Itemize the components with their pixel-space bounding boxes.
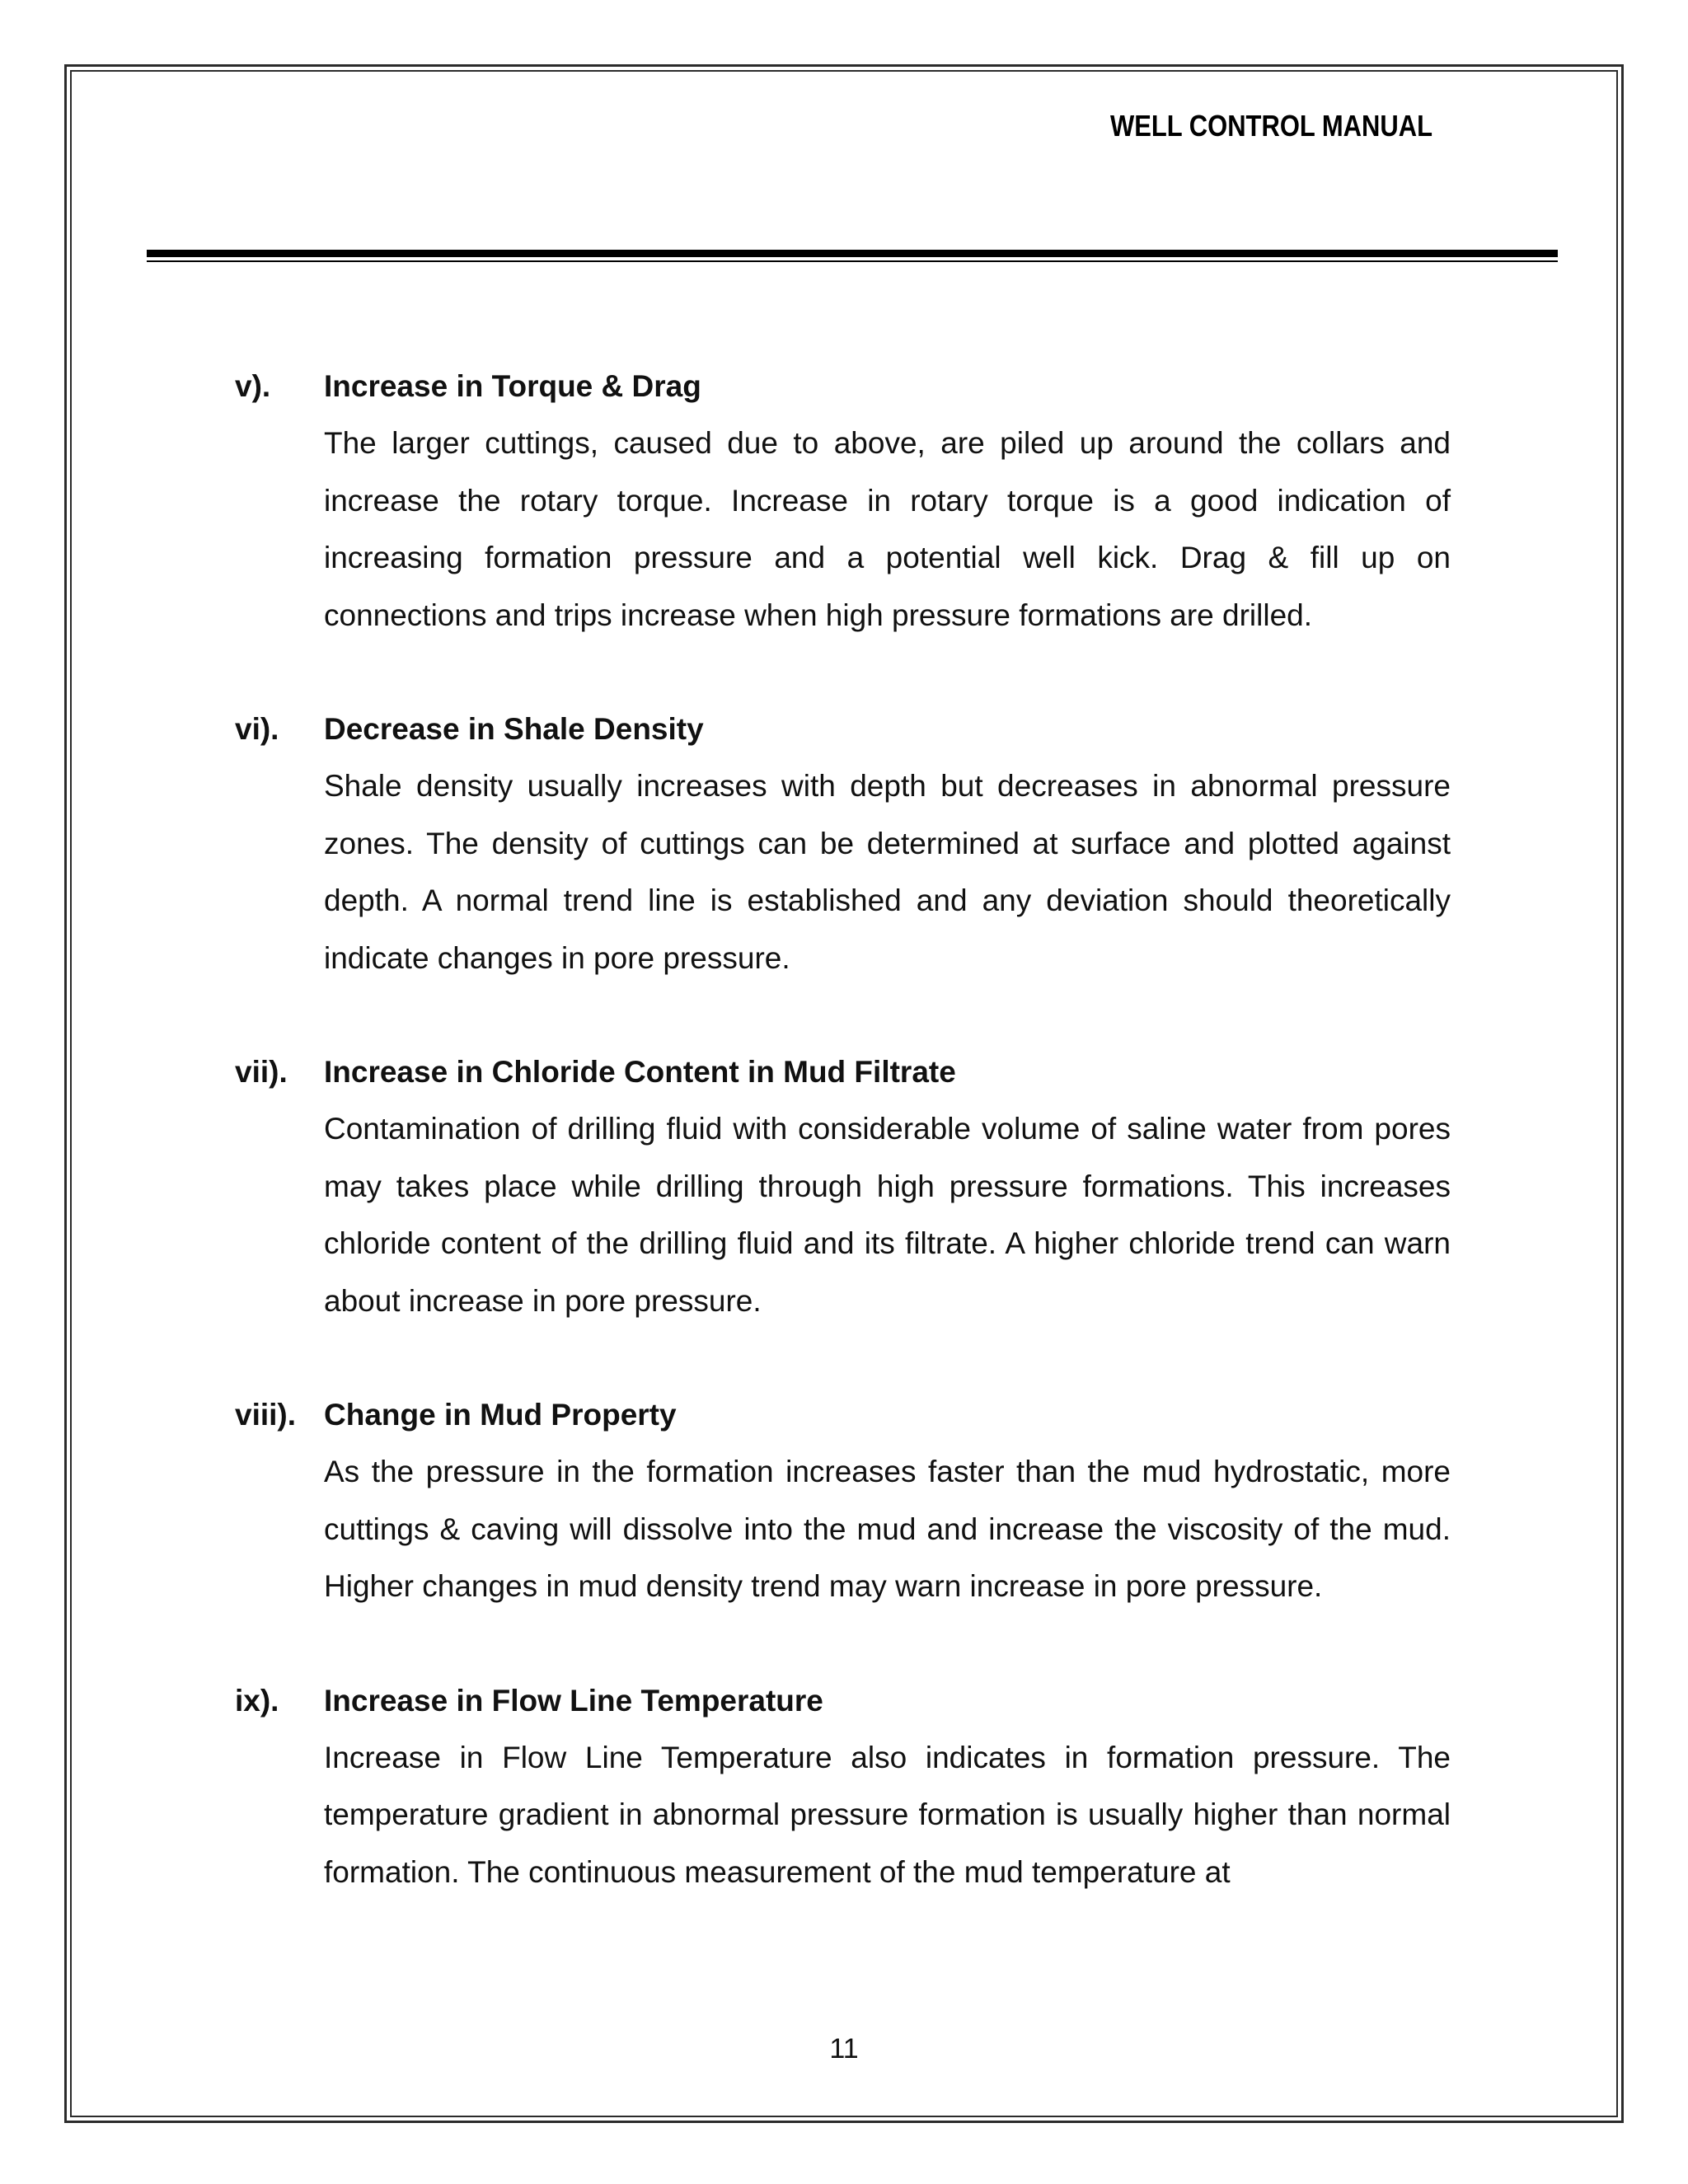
section-chloride-content: [235, 1043, 1451, 1329]
header-rule-thin: [147, 260, 1558, 262]
page-number: 11: [829, 2033, 859, 2064]
section-flow-line-temperature: [235, 1672, 1451, 1901]
section-number: ix).: [235, 1683, 279, 1718]
section-heading: Increase in Chloride Content in Mud Filtrate: [324, 1055, 956, 1089]
section-body: Shale density usually increases with depth but decreases in abnormal pressure zones. The density of cuttings can be determined at surface and plotted against depth. A normal trend line is established and any deviation should theoretically indicate changes in pore pressure.: [324, 769, 1451, 975]
section-shale-density: [235, 701, 1451, 987]
section-number: vi).: [235, 712, 279, 746]
section-body: Contamination of drilling fluid with considerable volume of saline water from pores may takes place while drilling through high pressure formations. This increases chloride content of the drilling fluid and its filtrate. A higher chloride trend can warn about increase in pore pressure.: [324, 1112, 1451, 1318]
section-number: vii).: [235, 1055, 288, 1089]
header-rule-thick: [147, 250, 1558, 257]
document-header-title: WELL CONTROL MANUAL: [1110, 109, 1432, 143]
section-body: Increase in Flow Line Temperature also indicates in formation pressure. The temperature gradient in abnormal pressure formation is usually higher than normal formation. The continuous measurement of the mud temperature at: [324, 1740, 1451, 1889]
section-heading: Decrease in Shale Density: [324, 712, 704, 746]
section-heading: Increase in Torque & Drag: [324, 369, 701, 403]
section-number: v).: [235, 369, 271, 403]
section-body: The larger cuttings, caused due to above, are piled up around the collars and increase the rotary torque. Increase in rotary torque is a good indication of increasing formation pressure and a potential well kick. Drag & fill up on connections and trips increase when high pressure formations are drilled.: [324, 426, 1451, 632]
section-torque-drag: [235, 358, 1451, 644]
page-content: [235, 358, 1451, 1957]
section-mud-property: [235, 1386, 1451, 1615]
section-heading: Increase in Flow Line Temperature: [324, 1683, 823, 1718]
section-body: As the pressure in the formation increases faster than the mud hydrostatic, more cuttings & caving will dissolve into the mud and increase the viscosity of the mud. Higher changes in mud density trend may warn increase in pore pressure.: [324, 1455, 1451, 1603]
section-heading: Change in Mud Property: [324, 1398, 677, 1432]
section-number: viii).: [235, 1398, 297, 1432]
